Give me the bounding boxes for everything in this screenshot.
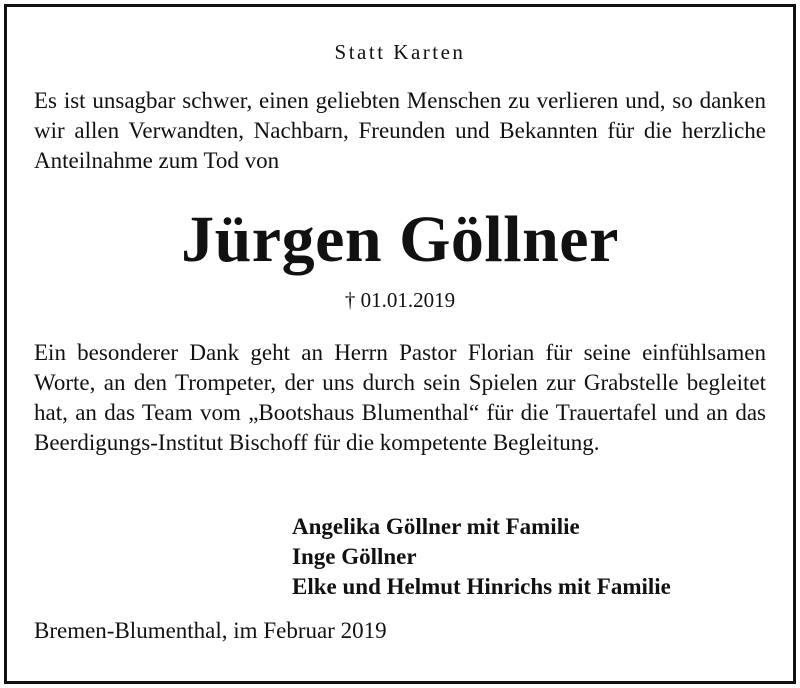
signature-block	[292, 512, 671, 602]
deceased-name: Jürgen Göllner	[181, 203, 619, 276]
place-and-date: Bremen-Blumenthal, im Februar 2019	[34, 618, 387, 643]
notice-heading: Statt Karten	[334, 40, 466, 64]
intro-paragraph: Es ist unsagbar schwer, einen geliebten Menschen zu verlieren und, so danken wir allen Verwandten, Nachbarn, Freunden und Bekannten für die herzliche Anteilnahme zum Tod von	[34, 88, 766, 173]
death-date: † 01.01.2019	[344, 288, 456, 312]
signature-line: Elke und Helmut Hinrichs mit Familie	[292, 574, 671, 599]
signature-line: Inge Göllner	[292, 544, 417, 569]
signature-line: Angelika Göllner mit Familie	[292, 514, 580, 539]
thanks-paragraph: Ein besonderer Dank geht an Herrn Pastor Florian für seine einfühlsamen Worte, an den Trompeter, der uns durch sein Spielen zur Grabstelle begleitet hat, an das Team vom „Bootshaus Blumenthal“ für die Trauertafel und an das Beerdigungs-Institut Bischoff für die kompetente Begleitung.	[34, 340, 766, 455]
